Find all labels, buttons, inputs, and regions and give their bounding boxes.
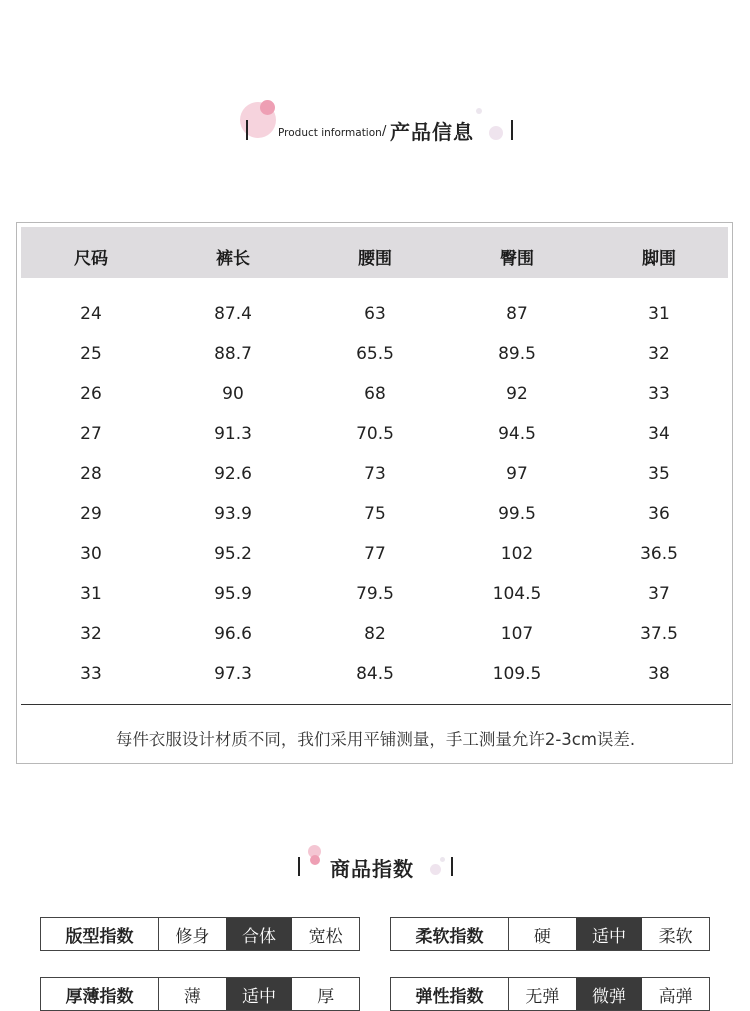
cell-size: 32 xyxy=(80,624,102,644)
cell-length: 93.9 xyxy=(214,504,252,524)
softness-option-soft: 柔软 xyxy=(658,926,693,947)
header-length: 裤长 xyxy=(216,249,250,269)
header-hem: 脚围 xyxy=(642,249,676,269)
cell-length: 90 xyxy=(222,384,244,404)
softness-index-label: 柔软指数 xyxy=(391,918,509,950)
table-row xyxy=(17,455,734,495)
cell-waist: 68 xyxy=(364,384,386,404)
cell-length: 96.6 xyxy=(214,624,252,644)
cell-waist: 84.5 xyxy=(356,664,394,684)
cell-waist: 70.5 xyxy=(356,424,394,444)
elasticity-option-slight: 微弹 xyxy=(576,978,643,1010)
cell-hip: 87 xyxy=(506,304,528,324)
table-row xyxy=(17,655,734,695)
cell-length: 87.4 xyxy=(214,304,252,324)
small-dot-decoration xyxy=(476,108,482,114)
cell-waist: 63 xyxy=(364,304,386,324)
cell-length: 97.3 xyxy=(214,664,252,684)
cell-hem: 37 xyxy=(648,584,670,604)
thickness-index-label: 厚薄指数 xyxy=(41,978,159,1010)
cell-hip: 107 xyxy=(500,624,534,644)
table-row xyxy=(17,615,734,655)
softness-option-hard: 硬 xyxy=(533,926,551,947)
table-divider xyxy=(21,704,731,705)
fit-option-loose: 宽松 xyxy=(308,926,343,947)
thickness-option-medium: 适中 xyxy=(226,978,293,1010)
size-table xyxy=(16,222,733,764)
cell-waist: 82 xyxy=(364,624,386,644)
elasticity-option-none: 无弹 xyxy=(525,986,560,1007)
cell-hem: 33 xyxy=(648,384,670,404)
elasticity-index xyxy=(390,977,710,1011)
elasticity-option-high: 高弹 xyxy=(658,986,693,1007)
cell-size: 31 xyxy=(80,584,102,604)
product-info-title-cn: 产品信息 xyxy=(390,120,474,144)
cell-hem: 36.5 xyxy=(640,544,678,564)
fit-index xyxy=(40,917,360,951)
table-row xyxy=(17,375,734,415)
pink-dot-decoration xyxy=(310,855,320,865)
fit-option-slim: 修身 xyxy=(175,926,210,947)
table-row xyxy=(17,495,734,535)
product-index-title: 商品指数 xyxy=(330,857,414,881)
lavender-dot-decoration xyxy=(489,126,503,140)
cell-hem: 36 xyxy=(648,504,670,524)
lavender-dot-decoration xyxy=(430,864,441,875)
cell-waist: 73 xyxy=(364,464,386,484)
cell-waist: 79.5 xyxy=(356,584,394,604)
cell-hip: 102 xyxy=(500,544,534,564)
cell-hip: 109.5 xyxy=(492,664,542,684)
table-row xyxy=(17,415,734,455)
pink-dot-decoration xyxy=(260,100,275,115)
cell-waist: 77 xyxy=(364,544,386,564)
cell-size: 24 xyxy=(80,304,102,324)
cell-length: 88.7 xyxy=(214,344,252,364)
header-hip: 臀围 xyxy=(500,249,534,269)
right-divider-bar xyxy=(451,857,453,876)
cell-size: 27 xyxy=(80,424,102,444)
thickness-index xyxy=(40,977,360,1011)
table-row xyxy=(17,295,734,335)
measurement-note: 每件衣服设计材质不同，我们采用平铺测量，手工测量允许2-3cm误差. xyxy=(115,730,636,749)
cell-length: 92.6 xyxy=(214,464,252,484)
header-waist: 腰围 xyxy=(358,249,392,269)
cell-hip: 89.5 xyxy=(498,344,536,364)
cell-size: 28 xyxy=(80,464,102,484)
title-slash: / xyxy=(382,124,387,139)
cell-waist: 75 xyxy=(364,504,386,524)
cell-size: 33 xyxy=(80,664,102,684)
fit-option-regular: 合体 xyxy=(226,918,293,950)
cell-size: 25 xyxy=(80,344,102,364)
cell-hip: 97 xyxy=(506,464,528,484)
table-header-row xyxy=(21,227,728,278)
cell-size: 26 xyxy=(80,384,102,404)
right-divider-bar xyxy=(511,120,513,140)
small-dot-decoration xyxy=(440,857,445,862)
table-row xyxy=(17,575,734,615)
left-divider-bar xyxy=(246,120,248,140)
softness-index xyxy=(390,917,710,951)
table-row xyxy=(17,535,734,575)
left-divider-bar xyxy=(298,857,300,876)
fit-index-label: 版型指数 xyxy=(41,918,159,950)
cell-waist: 65.5 xyxy=(356,344,394,364)
cell-hip: 92 xyxy=(506,384,528,404)
softness-option-medium: 适中 xyxy=(576,918,643,950)
cell-hem: 35 xyxy=(648,464,670,484)
product-info-title-en: Product information xyxy=(278,127,382,139)
cell-hip: 94.5 xyxy=(498,424,536,444)
cell-size: 29 xyxy=(80,504,102,524)
cell-hip: 99.5 xyxy=(498,504,536,524)
cell-hem: 34 xyxy=(648,424,670,444)
cell-hem: 32 xyxy=(648,344,670,364)
thickness-option-thick: 厚 xyxy=(317,986,335,1007)
cell-hip: 104.5 xyxy=(492,584,542,604)
elasticity-index-label: 弹性指数 xyxy=(391,978,509,1010)
header-size: 尺码 xyxy=(74,249,108,269)
cell-size: 30 xyxy=(80,544,102,564)
thickness-option-thin: 薄 xyxy=(183,986,201,1007)
cell-hem: 38 xyxy=(648,664,670,684)
table-row xyxy=(17,335,734,375)
cell-length: 91.3 xyxy=(214,424,252,444)
cell-hem: 31 xyxy=(648,304,670,324)
cell-hem: 37.5 xyxy=(640,624,678,644)
cell-length: 95.2 xyxy=(214,544,252,564)
cell-length: 95.9 xyxy=(214,584,252,604)
